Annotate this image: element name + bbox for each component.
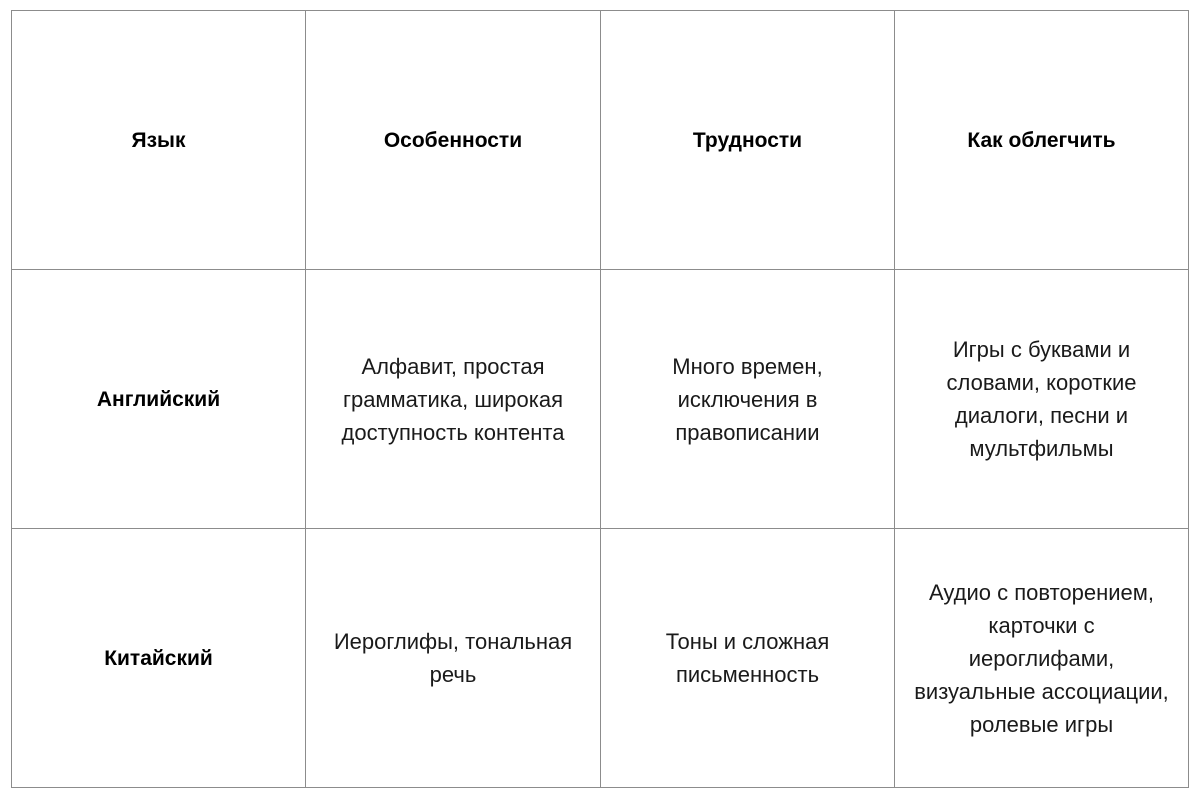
features-cell — [306, 270, 601, 529]
row-language-cell — [12, 529, 306, 788]
row-language-label: Китайский — [104, 646, 213, 670]
difficulties-cell — [601, 270, 895, 529]
header-how-to-ease: Как облегчить — [895, 11, 1189, 270]
how-to-ease-cell — [895, 270, 1189, 529]
how-to-ease-cell — [895, 529, 1189, 788]
table-row — [12, 529, 1189, 788]
how-to-ease-text: Игры с буквами и словами, короткие диалоги, песни и мультфильмы — [946, 337, 1137, 461]
table-header-row — [12, 11, 1189, 270]
difficulties-cell — [601, 529, 895, 788]
header-language: Язык — [12, 11, 306, 270]
difficulties-text: Много времен, исключения в правописании — [672, 353, 823, 445]
table-row — [12, 270, 1189, 529]
difficulties-text: Тоны и сложная письменность — [665, 629, 830, 687]
features-text: Иероглифы, тональная речь — [333, 629, 573, 687]
header-difficulties: Трудности — [601, 11, 895, 270]
row-language-label: Английский — [96, 387, 221, 411]
features-cell — [306, 529, 601, 788]
how-to-ease-text: Аудио с повторением, карточки с иероглифами, визуальные ассоциации, ролевые игры — [914, 579, 1169, 737]
features-text: Алфавит, простая грамматика, широкая доступность контента — [341, 353, 565, 445]
language-comparison-table — [11, 10, 1189, 788]
header-features: Особенности — [306, 11, 601, 270]
row-language-cell — [12, 270, 306, 529]
